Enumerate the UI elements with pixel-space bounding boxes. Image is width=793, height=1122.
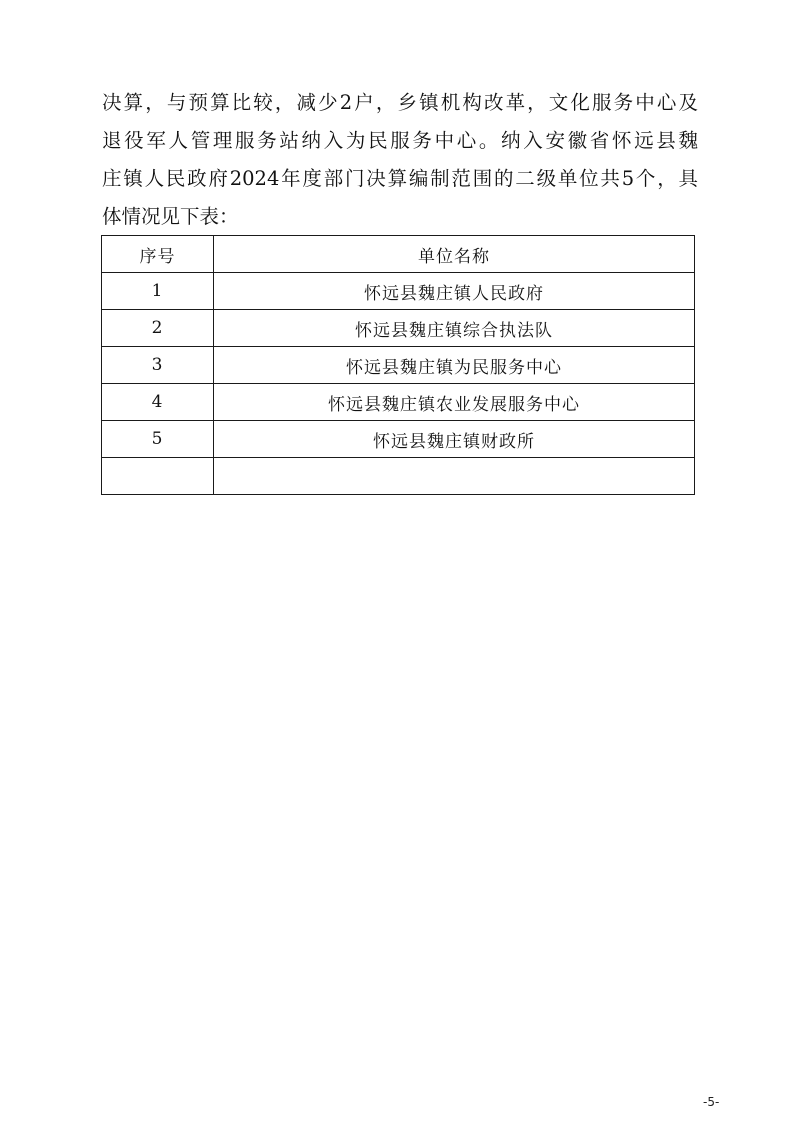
header-index: 序号	[102, 236, 214, 273]
row-index: 5	[102, 421, 214, 458]
table-row-empty	[102, 458, 695, 495]
row-unit-name: 怀远县魏庄镇综合执法队	[214, 310, 695, 347]
paragraph-line: 体情况见下表：	[102, 205, 239, 228]
unit-table	[101, 235, 695, 495]
page-number: -5-	[703, 1095, 720, 1109]
table-header-row	[102, 236, 695, 273]
row-unit-name	[214, 458, 695, 495]
body-paragraph	[102, 84, 698, 236]
row-index: 2	[102, 310, 214, 347]
row-index	[102, 458, 214, 495]
paragraph-line: 庄镇人民政府2024年度部门决算编制范围的二级单位共5个，具	[102, 167, 698, 190]
row-unit-name: 怀远县魏庄镇人民政府	[214, 273, 695, 310]
table-row	[102, 310, 695, 347]
table-row	[102, 384, 695, 421]
paragraph-line: 退役军人管理服务站纳入为民服务中心。纳入安徽省怀远县魏	[102, 129, 698, 152]
row-index: 1	[102, 273, 214, 310]
row-index: 4	[102, 384, 214, 421]
table-row	[102, 273, 695, 310]
table-row	[102, 421, 695, 458]
row-unit-name: 怀远县魏庄镇为民服务中心	[214, 347, 695, 384]
header-unit-name: 单位名称	[214, 236, 695, 273]
paragraph-line: 决算，与预算比较，减少2户，乡镇机构改革，文化服务中心及	[102, 91, 698, 114]
row-index: 3	[102, 347, 214, 384]
table-row	[102, 347, 695, 384]
row-unit-name: 怀远县魏庄镇财政所	[214, 421, 695, 458]
row-unit-name: 怀远县魏庄镇农业发展服务中心	[214, 384, 695, 421]
